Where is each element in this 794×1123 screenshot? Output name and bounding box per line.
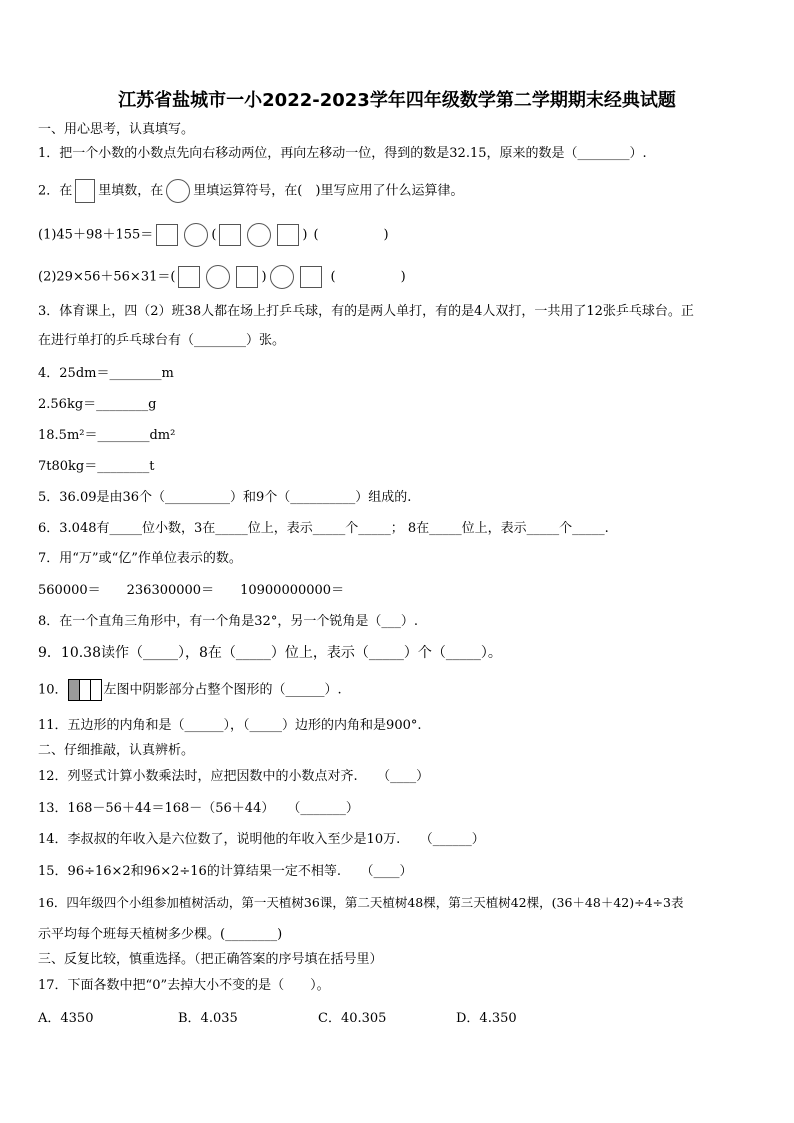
- section-2-heading: 二、仔细推敲，认真辨析。: [38, 743, 195, 758]
- answer-circle[interactable]: [247, 223, 271, 247]
- answer-paren[interactable]: ( ): [330, 269, 406, 285]
- answer-box[interactable]: [300, 266, 322, 288]
- answer-circle[interactable]: [206, 265, 230, 289]
- shaded-part: [69, 680, 80, 700]
- answer-box[interactable]: [178, 266, 200, 288]
- section-1-heading: 一、用心思考，认真填写。: [38, 122, 195, 137]
- question-12: 12．列竖式计算小数乘法时，应把因数中的小数点对齐. （____）: [38, 769, 430, 784]
- question-17-options: [38, 1011, 517, 1027]
- question-6: 6．3.048有_____位小数，3在_____位上，表示_____个_____； 8在_____位上，表示_____个_____.: [38, 521, 609, 536]
- question-7-items: [38, 583, 344, 599]
- shaded-rectangle-figure: [68, 679, 102, 701]
- question-10: [38, 679, 342, 701]
- question-4-item: 18.5m²＝________dm²: [38, 428, 176, 443]
- question-16-line-1: 16．四年级四个小组参加植树活动，第一天植树36课，第二天植树48棵，第三天植树42棵，(36＋48＋42)÷4÷3表: [38, 895, 684, 910]
- question-8: 8．在一个直角三角形中，有一个角是32°，另一个锐角是（___）.: [38, 614, 418, 629]
- question-11: 11．五边形的内角和是（______），（_____）边形的内角和是900°.: [38, 718, 422, 733]
- question-5: 5．36.09是由36个（__________）和9个（__________）组成的.: [38, 490, 412, 505]
- answer-box[interactable]: [75, 179, 95, 203]
- divider-line: [90, 680, 91, 700]
- question-2-text-b: 里填数，在: [98, 183, 164, 199]
- question-2-part-1-label: (1)45＋98＋155＝: [38, 227, 154, 243]
- question-14: 14．李叔叔的年收入是六位数了，说明他的年收入至少是10万. （______）: [38, 832, 485, 847]
- question-3-line-1: 3．体育课上，四（2）班38人都在场上打乒乓球，有的是两人单打，有的是4人双打，一共用了12张乒乓球台。正: [38, 304, 694, 319]
- question-7-item: 560000＝: [38, 583, 101, 598]
- question-7: 7．用“万”或“亿”作单位表示的数。: [38, 551, 242, 566]
- question-3-line-2: 在进行单打的乒乓球台有（________）张。: [38, 333, 286, 348]
- option-d[interactable]: D．4.350: [456, 1011, 517, 1026]
- question-15: 15．96÷16×2和96×2÷16的计算结果一定不相等. （____）: [38, 864, 413, 879]
- question-10-number: 10．: [38, 682, 68, 698]
- answer-box[interactable]: [219, 224, 241, 246]
- question-2: [38, 179, 463, 203]
- question-9: 9．10.38读作（_____），8在（_____）位上，表示（_____）个（_____）。: [38, 645, 502, 661]
- answer-box[interactable]: [156, 224, 178, 246]
- question-2-part-2: [38, 265, 406, 289]
- question-17: 17．下面各数中把“0”去掉大小不变的是（ ）。: [38, 978, 330, 993]
- paren-close: ): [302, 227, 308, 243]
- question-13: 13．168－56＋44＝168－（56＋44） （_______）: [38, 801, 359, 816]
- question-1: 1．把一个小数的小数点先向右移动两位，再向左移动一位，得到的数是32.15，原来的数是（________）.: [38, 146, 647, 161]
- question-4-item: 7t80kg＝________t: [38, 459, 155, 474]
- answer-circle[interactable]: [166, 179, 190, 203]
- question-16-line-2: 示平均每个班每天植树多少棵。(________): [38, 927, 283, 942]
- option-c[interactable]: C．40.305: [318, 1011, 387, 1026]
- paren-close: ): [261, 269, 267, 285]
- option-b[interactable]: B．4.035: [178, 1011, 238, 1026]
- question-7-item: 236300000＝: [126, 583, 215, 598]
- question-2-text-c: 里填运算符号，在( )里写应用了什么运算律。: [193, 183, 464, 199]
- answer-box[interactable]: [236, 266, 258, 288]
- answer-circle[interactable]: [270, 265, 294, 289]
- question-2-part-1: [38, 223, 389, 247]
- page-title: 江苏省盐城市一小2022-2023学年四年级数学第二学期期末经典试题: [118, 90, 676, 111]
- option-a[interactable]: A．4350: [38, 1011, 94, 1026]
- paren-open: (: [211, 227, 217, 243]
- section-3-heading: 三、反复比较，慎重选择。（把正确答案的序号填在括号里）: [38, 952, 383, 967]
- question-4-item: 2.56kg＝________g: [38, 397, 157, 412]
- question-4-item: 4．25dm＝________m: [38, 366, 174, 381]
- question-10-text: 左图中阴影部分占整个图形的（______）.: [103, 682, 342, 698]
- question-2-part-2-label: (2)29×56＋56×31＝(: [38, 269, 176, 285]
- question-7-item: 10900000000＝: [240, 583, 345, 598]
- answer-paren[interactable]: ( ): [313, 227, 389, 243]
- answer-circle[interactable]: [184, 223, 208, 247]
- answer-box[interactable]: [277, 224, 299, 246]
- question-2-text-a: 2．在: [38, 183, 73, 199]
